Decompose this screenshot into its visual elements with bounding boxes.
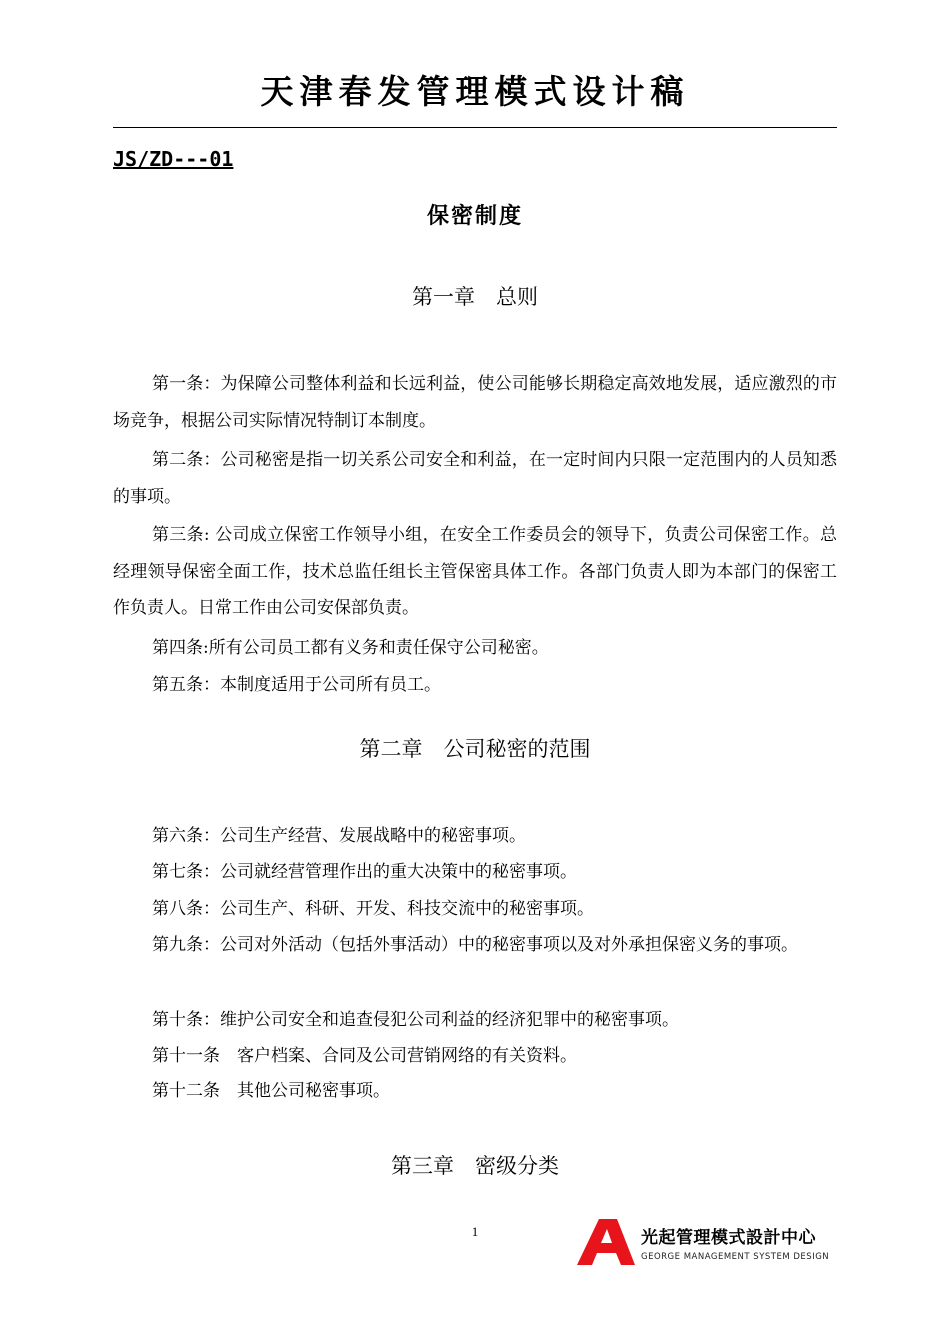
article-1: 第一条：为保障公司整体利益和长远利益，使公司能够长期稳定高效地发展，适应激烈的市场竞争，根据公司实际情况特制订本制度。 — [113, 374, 837, 431]
article-8: 第八条：公司生产、科研、开发、科技交流中的秘密事项。 — [152, 899, 594, 919]
article-9: 第九条：公司对外活动（包括外事活动）中的秘密事项以及对外承担保密义务的事项。 — [152, 935, 798, 955]
article-6: 第六条：公司生产经营、发展战略中的秘密事项。 — [152, 826, 526, 846]
article-5: 第五条：本制度适用于公司所有员工。 — [152, 675, 441, 695]
article-10: 第十条：维护公司安全和追查侵犯公司利益的经济犯罪中的秘密事项。 — [152, 1010, 679, 1030]
document-code: JS/ZD---01 — [113, 147, 234, 171]
chapter-heading-1: 第一章 总则 — [412, 285, 538, 309]
article-12: 第十二条 其他公司秘密事项。 — [152, 1081, 390, 1101]
article-7: 第七条：公司就经营管理作出的重大决策中的秘密事项。 — [152, 862, 577, 882]
chapter-heading-2: 第二章 公司秘密的范围 — [359, 737, 591, 761]
article-3: 第三条: 公司成立保密工作领导小组，在安全工作委员会的领导下，负责公司保密工作。总经理领导保密全面工作，技术总监任组长主管保密具体工作。各部门负责人即为本部门的保密工作负责人。日常工作由公司安保部负责。 — [113, 525, 837, 618]
document-title: 保密制度 — [426, 204, 523, 229]
article-4: 第四条:所有公司员工都有义务和责任保守公司秘密。 — [152, 638, 549, 658]
chapter-heading-3: 第三章 密级分类 — [391, 1154, 559, 1178]
article-2: 第二条：公司秘密是指一切关系公司安全和利益，在一定时间内只限一定范围内的人员知悉的事项。 — [113, 450, 837, 507]
header-divider — [113, 127, 837, 128]
page-number: 1 — [471, 1224, 479, 1239]
header-title: 天津春发管理模式设计稿 — [260, 72, 690, 111]
logo-english-name: GEORGE MANAGEMENT SYSTEM DESIGN — [641, 1252, 830, 1262]
logo-chinese-name: 光起管理模式設計中心 — [641, 1228, 816, 1248]
company-logo — [577, 1219, 839, 1269]
logo-a-mark-icon — [577, 1219, 635, 1265]
article-11: 第十一条 客户档案、合同及公司营销网络的有关资料。 — [152, 1046, 577, 1066]
